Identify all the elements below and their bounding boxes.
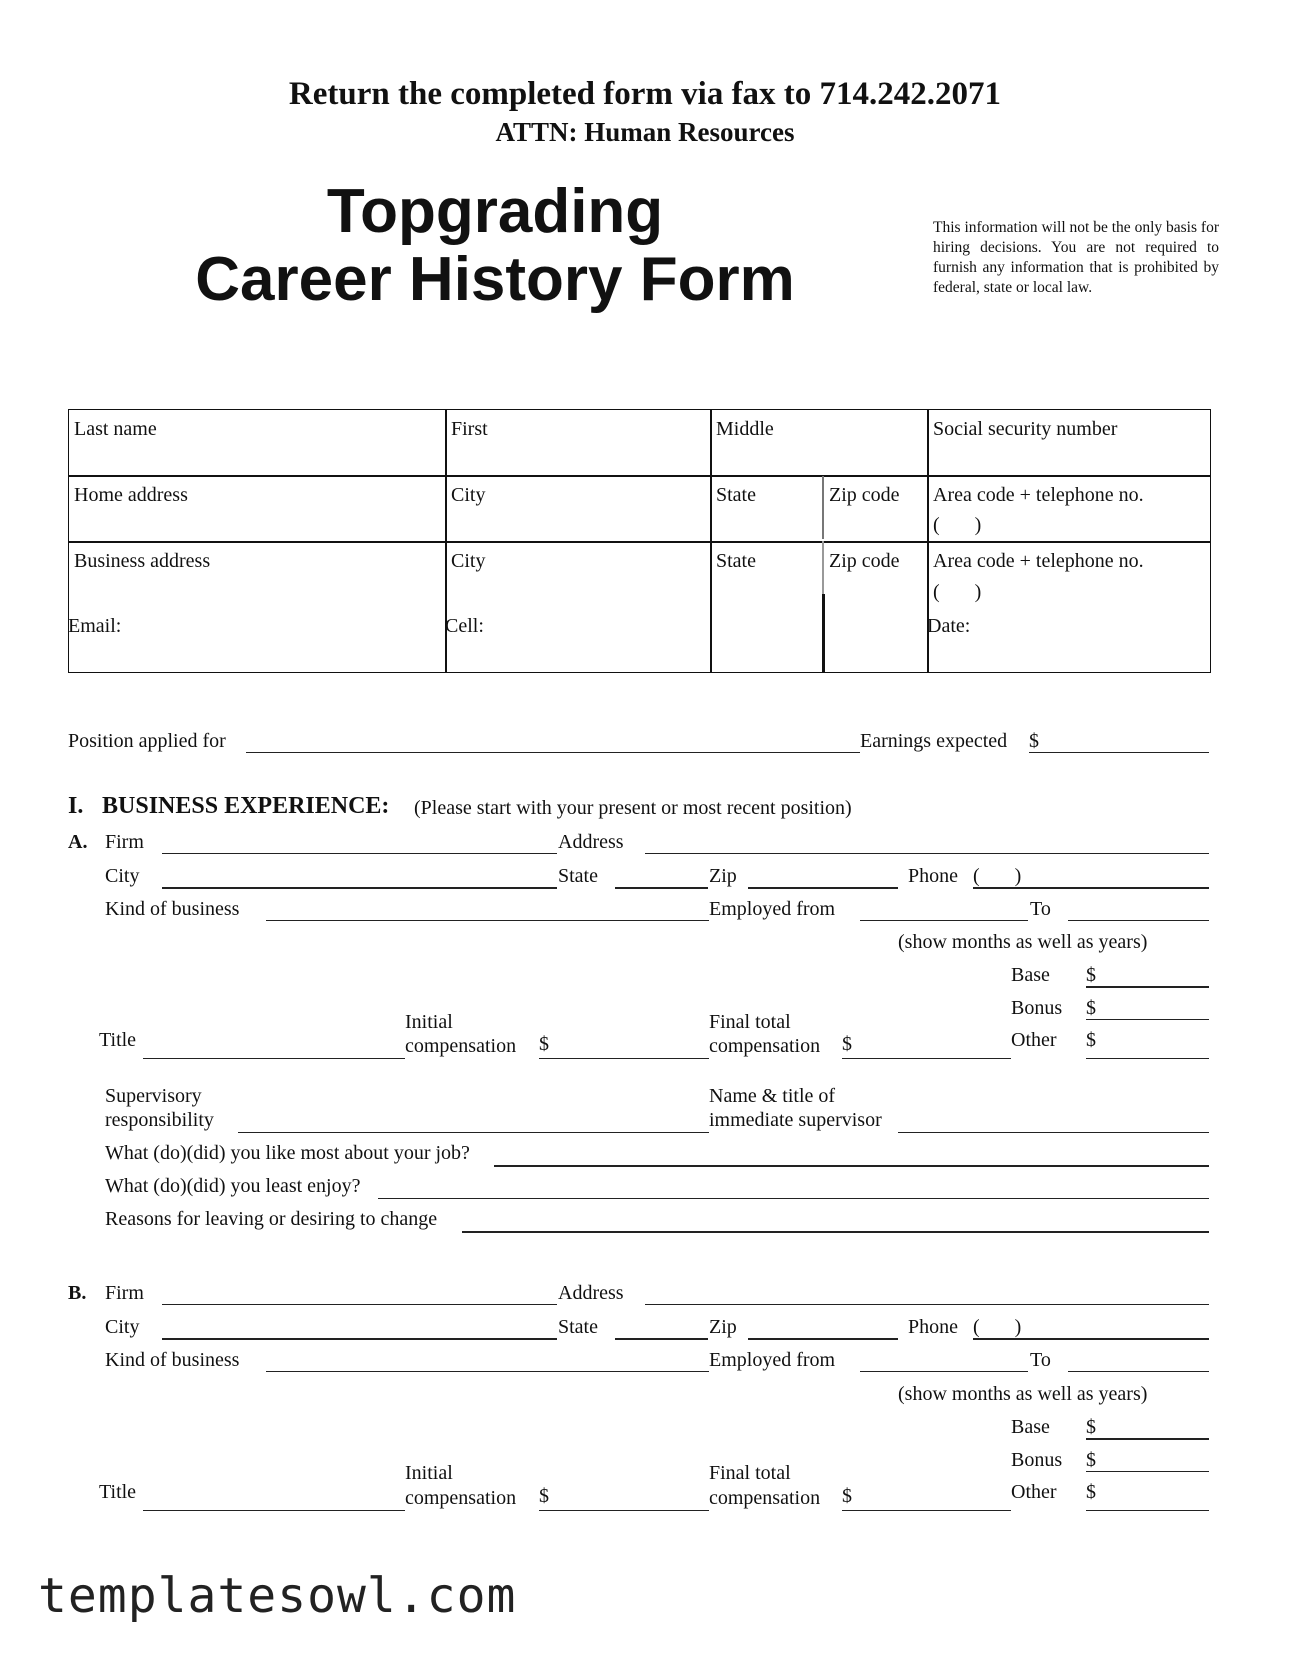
job-letter: A.	[68, 831, 88, 853]
initial-comp-label-2: compensation	[405, 1487, 517, 1509]
bonus-dollar: $	[1086, 997, 1096, 1019]
earnings-expected-label: Earnings expected	[860, 730, 1008, 752]
home-city-field[interactable]: City	[451, 484, 486, 506]
initial-comp-dollar: $	[539, 1033, 549, 1055]
section-title: BUSINESS EXPERIENCE:	[102, 793, 390, 819]
col-divider	[822, 476, 824, 539]
business-address-field[interactable]: Business address	[74, 550, 211, 572]
final-comp-label-2: compensation	[709, 1487, 821, 1509]
email-field[interactable]: Email:	[68, 615, 122, 637]
city-input[interactable]	[162, 1338, 557, 1340]
supervisory-input[interactable]	[238, 1132, 709, 1133]
address-input[interactable]	[645, 1304, 1209, 1305]
address-input[interactable]	[645, 853, 1209, 854]
business-state-field[interactable]: State	[716, 550, 756, 572]
supervisor-name-input[interactable]	[898, 1132, 1209, 1133]
final-comp-label-1: Final total	[709, 1462, 791, 1484]
final-comp-input[interactable]	[842, 1510, 1011, 1511]
home-phone-paren: ( )	[933, 514, 982, 536]
date-field[interactable]: Date:	[927, 615, 971, 637]
initial-comp-dollar: $	[539, 1485, 549, 1507]
section-note: (Please start with your present or most recent position)	[414, 797, 852, 819]
city-label: City	[105, 1316, 140, 1338]
business-zip-field[interactable]: Zip code	[829, 550, 900, 572]
zip-label: Zip	[709, 1316, 737, 1338]
employed-from-label: Employed from	[709, 898, 836, 920]
other-input[interactable]	[1086, 1510, 1209, 1511]
supervisor-name-label-2: immediate supervisor	[709, 1109, 882, 1131]
to-input[interactable]	[1068, 1371, 1209, 1372]
reasons-leaving-label: Reasons for leaving or desiring to change	[105, 1208, 438, 1230]
home-address-field[interactable]: Home address	[74, 484, 188, 506]
employed-from-label: Employed from	[709, 1349, 836, 1371]
city-input[interactable]	[162, 887, 557, 889]
final-comp-label-1: Final total	[709, 1011, 791, 1033]
final-comp-label-2: compensation	[709, 1035, 821, 1057]
final-comp-dollar: $	[842, 1485, 852, 1507]
base-input[interactable]	[1086, 986, 1209, 988]
zip-input[interactable]	[748, 887, 898, 889]
employed-from-input[interactable]	[860, 1371, 1028, 1372]
home-phone-field[interactable]: Area code + telephone no.	[933, 484, 1144, 506]
initial-comp-label-1: Initial	[405, 1011, 453, 1033]
firm-label: Firm	[105, 1282, 144, 1304]
middle-name-field[interactable]: Middle	[716, 418, 774, 440]
watermark: templatesowl.com	[38, 1568, 517, 1624]
last-name-field[interactable]: Last name	[74, 418, 157, 440]
row-divider	[68, 475, 1211, 477]
title-label: Title	[99, 1481, 137, 1503]
attn-line: ATTN: Human Resources	[495, 117, 795, 147]
bonus-input[interactable]	[1086, 1019, 1209, 1020]
supervisory-label-2: responsibility	[105, 1109, 214, 1131]
initial-comp-input[interactable]	[539, 1510, 709, 1511]
other-dollar: $	[1086, 1481, 1096, 1503]
base-dollar: $	[1086, 1416, 1096, 1438]
col-divider	[822, 594, 825, 673]
title-label: Title	[99, 1029, 137, 1051]
first-name-field[interactable]: First	[451, 418, 488, 440]
job-letter: B.	[68, 1282, 87, 1304]
earnings-expected-input[interactable]	[1029, 752, 1209, 753]
least-enjoy-label: What (do)(did) you least enjoy?	[105, 1175, 361, 1197]
bonus-label: Bonus	[1011, 997, 1063, 1019]
city-label: City	[105, 865, 140, 887]
kind-of-business-input[interactable]	[266, 1371, 709, 1372]
employed-from-input[interactable]	[860, 920, 1028, 921]
fax-instructions: Return the completed form via fax to 714.242.2071	[288, 76, 1002, 112]
home-state-field[interactable]: State	[716, 484, 756, 506]
phone-input[interactable]	[973, 1338, 1209, 1340]
section-numeral: I.	[68, 793, 84, 819]
initial-comp-input[interactable]	[539, 1058, 709, 1059]
state-input[interactable]	[615, 1338, 708, 1340]
supervisory-label-1: Supervisory	[105, 1085, 202, 1107]
like-most-input[interactable]	[494, 1165, 1209, 1167]
earnings-dollar: $	[1029, 730, 1039, 752]
state-input[interactable]	[615, 887, 708, 889]
to-label: To	[1030, 898, 1051, 920]
business-phone-paren: ( )	[933, 581, 982, 603]
supervisor-name-label-1: Name & title of	[709, 1085, 836, 1107]
business-city-field[interactable]: City	[451, 550, 486, 572]
like-most-label: What (do)(did) you like most about your job?	[105, 1142, 470, 1164]
title-input[interactable]	[143, 1058, 405, 1059]
reasons-leaving-input[interactable]	[462, 1231, 1209, 1233]
position-applied-label: Position applied for	[68, 730, 226, 752]
bonus-dollar: $	[1086, 1449, 1096, 1471]
zip-input[interactable]	[748, 1338, 898, 1340]
other-dollar: $	[1086, 1029, 1096, 1051]
phone-input[interactable]	[973, 887, 1209, 889]
bonus-label: Bonus	[1011, 1449, 1063, 1471]
other-input[interactable]	[1086, 1058, 1209, 1059]
other-label: Other	[1011, 1481, 1057, 1503]
kind-of-business-label: Kind of business	[105, 898, 240, 920]
home-zip-field[interactable]: Zip code	[829, 484, 900, 506]
phone-paren: ( )	[973, 865, 1022, 887]
base-dollar: $	[1086, 964, 1096, 986]
title-input[interactable]	[143, 1510, 405, 1511]
address-label: Address	[558, 1282, 624, 1304]
phone-label: Phone	[908, 865, 958, 887]
least-enjoy-input[interactable]	[378, 1198, 1209, 1199]
form-title-line1: Topgrading	[326, 177, 664, 246]
col-divider	[710, 409, 712, 673]
row-divider	[68, 541, 1211, 543]
address-label: Address	[558, 831, 624, 853]
base-label: Base	[1011, 964, 1050, 986]
initial-comp-label-2: compensation	[405, 1035, 517, 1057]
to-input[interactable]	[1068, 920, 1209, 921]
show-months-note: (show months as well as years)	[898, 1383, 1148, 1405]
to-label: To	[1030, 1349, 1051, 1371]
form-title-line2: Career History Form	[195, 245, 795, 314]
phone-paren: ( )	[973, 1316, 1022, 1338]
firm-input[interactable]	[162, 853, 557, 854]
final-comp-input[interactable]	[842, 1058, 1011, 1059]
state-label: State	[558, 1316, 598, 1338]
base-label: Base	[1011, 1416, 1050, 1438]
phone-label: Phone	[908, 1316, 958, 1338]
business-phone-field[interactable]: Area code + telephone no.	[933, 550, 1144, 572]
disclaimer-text: This information will not be the only basis for hiring decisions. You are not required to furnish any information that is prohibited by federal, state or local law.	[933, 219, 1219, 296]
kind-of-business-label: Kind of business	[105, 1349, 240, 1371]
initial-comp-label-1: Initial	[405, 1462, 453, 1484]
kind-of-business-input[interactable]	[266, 920, 709, 921]
cell-field[interactable]: Cell:	[445, 615, 484, 637]
firm-label: Firm	[105, 831, 144, 853]
final-comp-dollar: $	[842, 1033, 852, 1055]
position-applied-input[interactable]	[246, 752, 860, 753]
other-label: Other	[1011, 1029, 1057, 1051]
bonus-input[interactable]	[1086, 1471, 1209, 1472]
show-months-note: (show months as well as years)	[898, 931, 1148, 953]
state-label: State	[558, 865, 598, 887]
firm-input[interactable]	[162, 1304, 557, 1305]
zip-label: Zip	[709, 865, 737, 887]
ssn-field[interactable]: Social security number	[933, 418, 1118, 440]
base-input[interactable]	[1086, 1438, 1209, 1440]
